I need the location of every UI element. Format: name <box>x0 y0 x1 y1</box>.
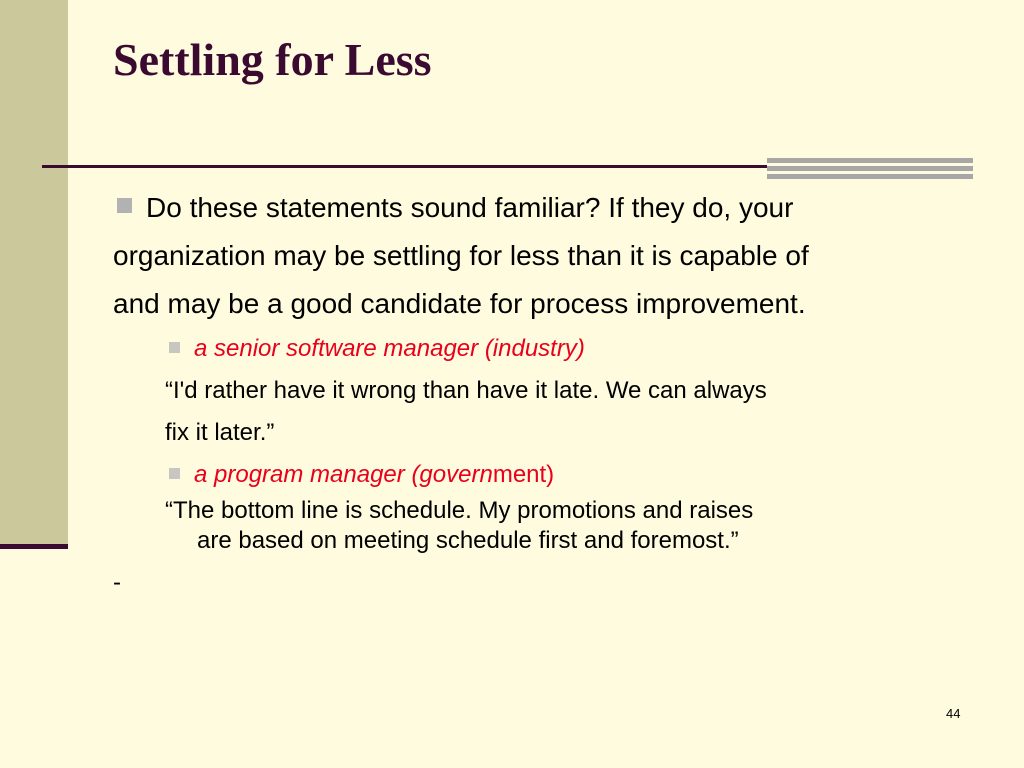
trailing-dash: - <box>113 569 121 596</box>
intro-line-1: Do these statements sound familiar? If they do, your <box>146 192 794 223</box>
speaker-label-suffix: ment) <box>492 461 555 488</box>
left-decorative-band <box>0 0 68 544</box>
quote-line: “The bottom line is schedule. My promotions and raises <box>165 497 754 524</box>
quote-line: “I'd rather have it wrong than have it late. We can always <box>165 377 767 404</box>
square-bullet-icon <box>117 198 132 213</box>
speaker-label: a senior software manager (industry) <box>194 335 585 362</box>
quote-line: are based on meeting schedule first and foremost.” <box>197 527 739 554</box>
quote-1 <box>113 370 965 454</box>
intro-line-3: and may be a good candidate for process improvement. <box>113 288 806 319</box>
slide-title: Settling for Less <box>113 34 432 85</box>
intro-line-2: organization may be settling for less than it is capable of <box>113 240 809 271</box>
slide-body <box>113 184 993 598</box>
left-band-accent <box>0 544 68 549</box>
speaker-item-2 <box>113 454 993 496</box>
intro-paragraph <box>113 184 993 328</box>
page-number: 44 <box>946 706 961 721</box>
quote-2 <box>113 496 965 556</box>
divider-stripes <box>767 158 973 179</box>
square-bullet-icon <box>169 342 180 353</box>
speaker-label: a program manager (govern <box>194 461 493 488</box>
square-bullet-icon <box>169 468 180 479</box>
speaker-item-1 <box>113 328 993 370</box>
quote-line: fix it later.” <box>165 419 275 446</box>
